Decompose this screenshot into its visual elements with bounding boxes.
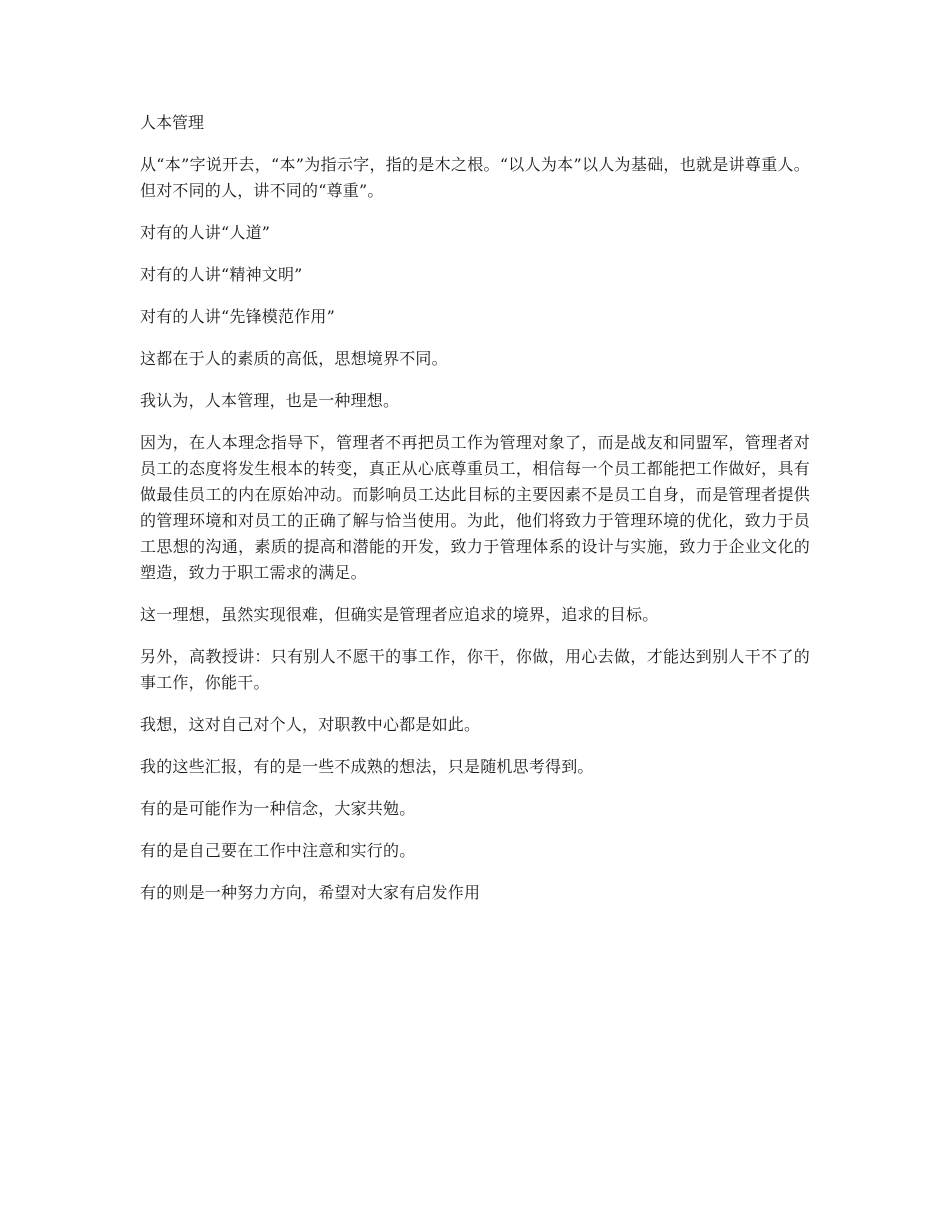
paragraph-7: 因为，在人本理念指导下，管理者不再把员工作为管理对象了，而是战友和同盟军，管理者对员工的态度将发生根本的转变，真正从心底尊重员工，相信每一个员工都能把工作做好，具有做最佳员工的内在原始冲动。而影响员工达此目标的主要因素不是员工自身，而是管理者提供的管理环境和对员工的正确了解与恰当使用。为此，他们将致力于管理环境的优化，致力于员工思想的沟通，素质的提高和潜能的开发，致力于管理体系的设计与实施，致力于企业文化的塑造，致力于职工需求的满足。 xyxy=(140,433,810,582)
document-page xyxy=(140,110,810,922)
paragraph-9: 另外，高教授讲：只有别人不愿干的事工作，你干，你做，用心去做，才能达到别人干不了的事工作，你能干。 xyxy=(140,647,810,692)
paragraph-12: 有的是可能作为一种信念，大家共勉。 xyxy=(140,799,416,818)
document-title: 人本管理 xyxy=(140,113,205,132)
paragraph-6: 我认为，人本管理，也是一种理想。 xyxy=(140,391,400,410)
paragraph-5: 这都在于人的素质的高低，思想境界不同。 xyxy=(140,349,448,368)
paragraph-13: 有的是自己要在工作中注意和实行的。 xyxy=(140,841,416,860)
paragraph-2: 对有的人讲“人道” xyxy=(140,223,271,242)
paragraph-8: 这一理想，虽然实现很难，但确实是管理者应追求的境界，追求的目标。 xyxy=(140,605,659,624)
paragraph-3: 对有的人讲“精神文明” xyxy=(140,265,303,284)
paragraph-11: 我的这些汇报，有的是一些不成熟的想法，只是随机思考得到。 xyxy=(140,757,594,776)
paragraph-1: 从“本”字说开去，“本”为指示字，指的是木之根。“以人为本”以人为基础，也就是讲尊重人。但对不同的人，讲不同的“尊重”。 xyxy=(140,155,810,200)
paragraph-10: 我想，这对自己对个人，对职教中心都是如此。 xyxy=(140,715,481,734)
paragraph-4: 对有的人讲“先锋模范作用” xyxy=(140,307,335,326)
paragraph-14: 有的则是一种努力方向，希望对大家有启发作用 xyxy=(140,883,481,902)
